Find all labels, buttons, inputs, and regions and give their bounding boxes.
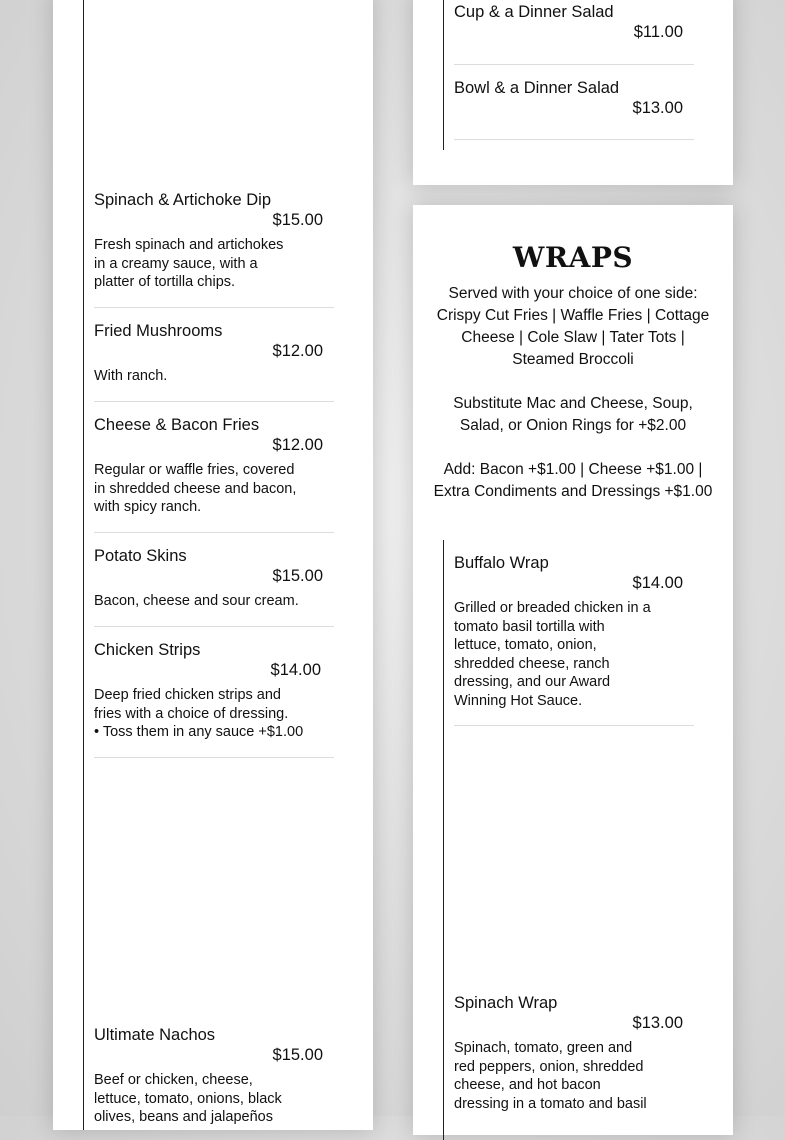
item-name: Fried Mushrooms <box>94 322 223 340</box>
description-line: red peppers, onion, shredded <box>454 1058 644 1075</box>
menu-item-ultimate-nachos <box>94 1025 334 1127</box>
menu-item-buffalo-wrap <box>454 553 694 710</box>
item-name: Buffalo Wrap <box>454 554 549 572</box>
description-line: With ranch. <box>94 368 168 384</box>
item-description <box>454 1039 674 1113</box>
item-price: $14.00 <box>270 661 321 679</box>
description-line: • Toss them in any sauce +$1.00 <box>94 724 304 740</box>
wraps-panel <box>413 205 733 1135</box>
item-price: $12.00 <box>272 342 323 360</box>
item-name: Cup & a Dinner Salad <box>454 3 614 21</box>
item-separator <box>94 757 334 758</box>
item-description <box>94 686 318 742</box>
section-title: WRAPS <box>512 241 634 274</box>
description-line: olives, beans and jalapeños <box>94 1109 273 1125</box>
item-separator <box>454 64 694 65</box>
item-price: $15.00 <box>272 567 323 585</box>
soup-divider-line <box>443 0 444 150</box>
description-line: Deep fried chicken strips and <box>94 687 281 703</box>
item-separator <box>94 401 334 402</box>
description-line: Fresh spinach and artichokes <box>94 237 284 253</box>
item-separator <box>454 725 694 726</box>
menu-item-fried-mushrooms <box>94 321 334 386</box>
menu-item-bowl-dinner-salad <box>454 78 694 118</box>
description-line: dressing in a tomato and basil <box>454 1095 647 1112</box>
description-line: tomato basil tortilla with <box>454 618 605 635</box>
menu-item-cheese-bacon-fries <box>94 415 334 517</box>
description-line: Beef or chicken, cheese, <box>94 1072 253 1088</box>
item-price: $13.00 <box>632 1014 683 1032</box>
item-description <box>454 599 669 710</box>
item-separator <box>94 626 334 627</box>
description-line: lettuce, tomato, onions, black <box>94 1090 282 1107</box>
item-price: $15.00 <box>272 211 323 229</box>
item-separator <box>94 307 334 308</box>
description-line: dressing, and our Award <box>454 674 611 690</box>
item-description <box>94 1071 318 1127</box>
item-separator <box>94 532 334 533</box>
menu-item-cup-dinner-salad <box>454 2 694 42</box>
menu-item-chicken-strips <box>94 640 334 742</box>
item-name: Bowl & a Dinner Salad <box>454 79 620 97</box>
item-price: $14.00 <box>632 574 683 592</box>
description-line: with spicy ranch. <box>94 499 202 515</box>
item-price: $11.00 <box>633 23 683 41</box>
description-line: shredded cheese, ranch <box>454 655 610 672</box>
item-price: $15.00 <box>272 1046 323 1064</box>
item-description <box>94 592 318 611</box>
menu-item-spinach-artichoke-dip <box>94 190 334 292</box>
item-price: $12.00 <box>272 436 323 454</box>
description-line: in a creamy sauce, with a <box>94 255 258 272</box>
soup-salad-panel <box>413 0 733 185</box>
description-line: Bacon, cheese and sour cream. <box>94 593 299 609</box>
description-line: lettuce, tomato, onion, <box>454 637 597 653</box>
description-line: Grilled or breaded chicken in a <box>454 600 651 616</box>
menu-item-spinach-wrap <box>454 993 694 1113</box>
description-line: Winning Hot Sauce. <box>454 692 583 709</box>
description-line: fries with a choice of dressing. <box>94 705 289 722</box>
add-ons-note: Add: Bacon +$1.00 | Cheese +$1.00 | Extra Condiments and Dressings +$1.00 <box>433 461 713 500</box>
item-description <box>94 461 318 517</box>
item-name: Chicken Strips <box>94 641 201 659</box>
sides-note: Served with your choice of one side: Crispy Cut Fries | Waffle Fries | Cottage Cheese | Cole Slaw | Tater Tots | Steamed Broccoli <box>436 285 710 368</box>
description-line: in shredded cheese and bacon, <box>94 480 297 497</box>
item-separator <box>454 139 694 140</box>
item-name: Ultimate Nachos <box>94 1026 216 1044</box>
item-description <box>94 367 318 386</box>
item-name: Potato Skins <box>94 547 187 565</box>
description-line: Spinach, tomato, green and <box>454 1040 633 1056</box>
left-divider-line <box>83 0 84 1130</box>
description-line: platter of tortilla chips. <box>94 274 236 290</box>
item-price: $13.00 <box>632 99 683 117</box>
item-name: Spinach Wrap <box>454 994 558 1012</box>
description-line: Regular or waffle fries, covered <box>94 462 295 478</box>
description-line: cheese, and hot bacon <box>454 1077 601 1093</box>
appetizers-panel <box>53 0 373 1130</box>
wraps-divider-line <box>443 540 444 1140</box>
item-name: Cheese & Bacon Fries <box>94 416 260 434</box>
menu-item-potato-skins <box>94 546 334 611</box>
item-description <box>94 236 318 292</box>
substitute-note: Substitute Mac and Cheese, Soup, Salad, or Onion Rings for +$2.00 <box>453 395 693 434</box>
item-name: Spinach & Artichoke Dip <box>94 191 272 209</box>
